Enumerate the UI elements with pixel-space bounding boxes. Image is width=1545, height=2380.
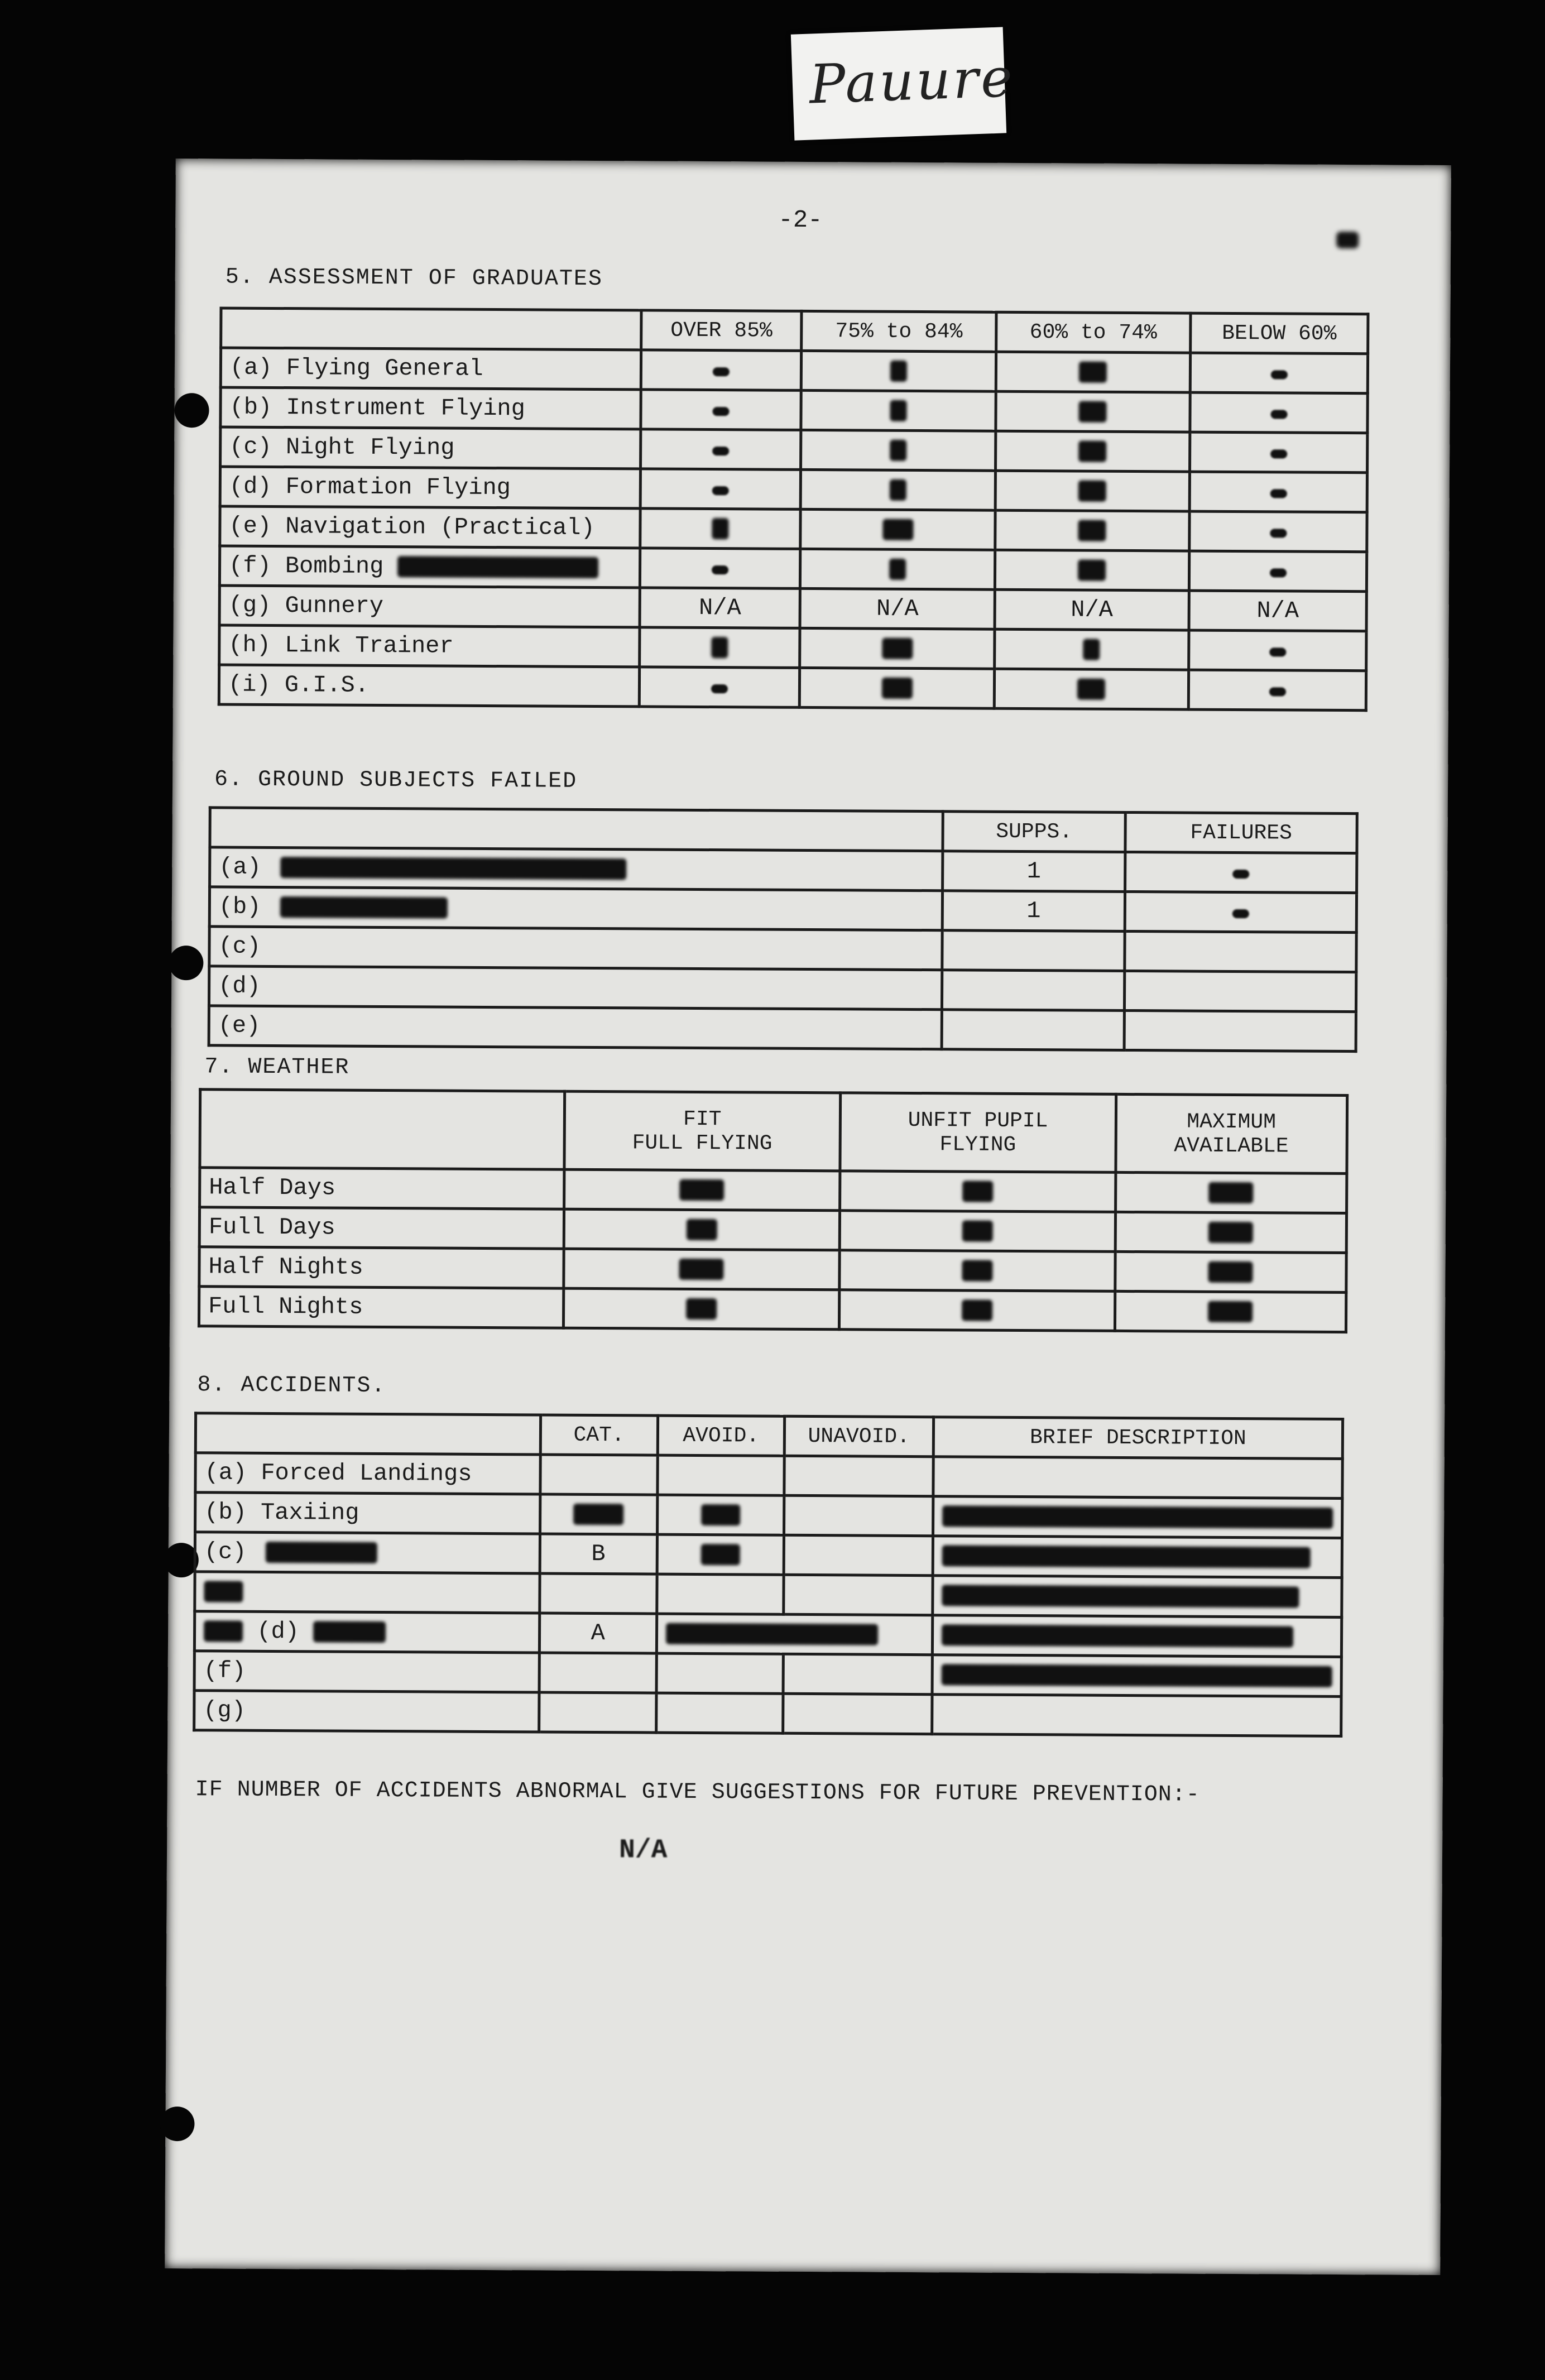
tag-card-text: Pauure	[808, 46, 1016, 116]
row-label: Half Nights	[199, 1247, 564, 1288]
table-cell: N/A	[995, 589, 1189, 630]
table-row	[209, 927, 1356, 972]
section-8-title: 8. ACCIDENTS.	[197, 1373, 386, 1399]
table-cell: N/A	[640, 588, 800, 628]
dash-mark	[1270, 489, 1287, 498]
table-row	[194, 1611, 1341, 1657]
dash-mark	[1232, 909, 1249, 918]
handwritten-tag-card	[791, 27, 1016, 140]
redacted-value	[962, 1220, 992, 1241]
table-row	[220, 467, 1367, 512]
redacted-value	[1079, 440, 1107, 462]
col-header: AVOID.	[658, 1415, 784, 1456]
weather-table	[198, 1088, 1349, 1333]
dash-mark	[712, 486, 729, 495]
row-label: (c) Night Flying	[220, 427, 641, 469]
dash-mark	[1270, 370, 1287, 379]
redacted-text	[942, 1585, 1299, 1608]
redacted-value	[679, 1259, 724, 1280]
redacted-value	[890, 400, 907, 421]
table-cell: 1	[942, 891, 1125, 932]
redacted-value	[889, 559, 906, 580]
punch-hole	[169, 946, 203, 980]
redacted-text	[204, 1581, 243, 1602]
table-row	[195, 1493, 1342, 1538]
table-cell: B	[540, 1534, 658, 1574]
redacted-text	[942, 1624, 1293, 1647]
redacted-value	[1208, 1182, 1253, 1203]
table-row	[210, 847, 1357, 893]
redacted-value	[882, 638, 913, 659]
accidents-table	[193, 1412, 1344, 1738]
redacted-value	[1077, 678, 1105, 699]
punch-hole	[160, 2107, 194, 2141]
dash-mark	[712, 565, 728, 574]
redacted-text	[942, 1664, 1332, 1687]
dash-mark	[711, 684, 728, 693]
table-header-row	[221, 308, 1368, 354]
table-row	[219, 665, 1366, 711]
dash-mark	[713, 407, 730, 416]
redacted-value	[962, 1299, 992, 1321]
row-label: (g) Gunnery	[219, 586, 640, 627]
row-label: (a)	[219, 853, 262, 881]
redacted-value	[882, 519, 913, 540]
table-cell: 1	[943, 851, 1125, 892]
table-row	[199, 1207, 1346, 1253]
dash-mark	[712, 447, 729, 455]
table-cell: N/A	[1189, 591, 1366, 631]
redacted-value	[701, 1504, 740, 1525]
redacted-text	[666, 1623, 878, 1645]
table-row	[220, 506, 1367, 552]
dash-mark	[1232, 870, 1249, 879]
redacted-value	[962, 1181, 993, 1202]
redacted-value	[962, 1260, 992, 1281]
redacted-value	[1208, 1261, 1253, 1283]
redacted-text	[280, 857, 626, 880]
table-header-row	[195, 1413, 1342, 1459]
redacted-value	[881, 678, 912, 699]
redacted-value	[687, 1219, 717, 1240]
redacted-value	[1083, 639, 1100, 660]
table-row	[194, 1651, 1341, 1697]
row-label: (h) Link Trainer	[219, 625, 640, 667]
table-row	[219, 546, 1366, 592]
table-row	[195, 1453, 1342, 1499]
punch-hole	[174, 393, 209, 428]
col-header: 75% to 84%	[802, 311, 996, 352]
dash-mark	[1269, 687, 1285, 696]
ground-subjects-table	[208, 806, 1359, 1053]
redacted-value	[686, 1298, 717, 1319]
row-label: Full Days	[199, 1207, 564, 1249]
redacted-value	[1079, 361, 1107, 382]
row-label: (d)	[257, 1618, 300, 1645]
row-label: (i) G.I.S.	[219, 665, 639, 707]
redacted-value	[1078, 480, 1106, 501]
row-label: Half Days	[200, 1168, 564, 1209]
row-label: Full Nights	[199, 1287, 563, 1328]
row-label: (f)	[194, 1651, 539, 1692]
redacted-value	[711, 637, 728, 658]
dash-mark	[713, 367, 730, 376]
redacted-value	[1208, 1301, 1253, 1322]
table-row	[200, 1168, 1347, 1213]
dash-mark	[1270, 449, 1287, 458]
redacted-value	[890, 440, 906, 461]
redacted-value	[573, 1504, 623, 1525]
redacted-value	[890, 361, 907, 382]
col-header: CAT.	[540, 1415, 658, 1455]
table-row	[209, 887, 1356, 933]
table-row	[219, 586, 1366, 631]
redacted-value	[1208, 1222, 1253, 1243]
col-header: OVER 85%	[641, 310, 802, 351]
redacted-value	[712, 518, 729, 539]
col-header: BELOW 60%	[1191, 313, 1368, 354]
table-row	[195, 1572, 1342, 1618]
row-label: (c)	[209, 927, 942, 970]
col-header: UNFIT PUPIL FLYING	[840, 1093, 1116, 1173]
row-label: (d)	[209, 966, 942, 1010]
table-row	[209, 1006, 1356, 1052]
col-header: FAILURES	[1125, 812, 1357, 853]
redacted-value	[1078, 559, 1106, 580]
row-label: (e)	[209, 1006, 942, 1049]
row-label: (a) Flying General	[220, 348, 641, 390]
redacted-text	[942, 1505, 1333, 1529]
row-label: (g)	[194, 1691, 539, 1732]
redacted-text	[266, 1542, 377, 1563]
redacted-value	[1079, 401, 1107, 422]
table-row	[220, 348, 1368, 394]
table-row	[220, 387, 1368, 433]
assessment-table	[218, 306, 1370, 712]
row-label: (e) Navigation (Practical)	[220, 506, 640, 548]
redacted-text	[397, 556, 598, 578]
col-header: 60% to 74%	[996, 312, 1191, 353]
table-row	[194, 1691, 1341, 1736]
table-row	[195, 1532, 1342, 1578]
redacted-text	[204, 1620, 243, 1642]
prevention-answer: N/A	[618, 1835, 668, 1866]
dash-mark	[1270, 568, 1287, 577]
row-label: (b)	[218, 893, 261, 920]
table-row	[199, 1247, 1346, 1293]
col-header: UNAVOID.	[784, 1416, 934, 1456]
section-6-title: 6. GROUND SUBJECTS FAILED	[214, 767, 578, 794]
row-label: (f) Bombing	[228, 552, 384, 580]
table-header-row	[200, 1090, 1347, 1174]
row-label: (d) Formation Flying	[220, 467, 640, 508]
row-label: (b) Taxiing	[195, 1493, 540, 1534]
accidents-prevention-prompt: IF NUMBER OF ACCIDENTS ABNORMAL GIVE SUGGESTIONS FOR FUTURE PREVENTION:-	[195, 1777, 1200, 1808]
row-label: (b) Instrument Flying	[220, 387, 641, 429]
ink-speck	[1336, 232, 1359, 248]
page-number: -2-	[778, 206, 823, 235]
redacted-text	[280, 896, 448, 919]
table-row	[219, 625, 1366, 671]
section-5-title: 5. ASSESSMENT OF GRADUATES	[225, 265, 603, 292]
col-header: FIT FULL FLYING	[564, 1091, 840, 1171]
redacted-value	[680, 1179, 724, 1201]
document-sheet	[165, 159, 1451, 2275]
section-7-title: 7. WEATHER	[204, 1054, 350, 1081]
redacted-value	[890, 479, 906, 501]
table-header-row	[210, 808, 1357, 853]
table-cell: A	[539, 1613, 657, 1653]
redacted-value	[1078, 520, 1106, 541]
col-header: MAXIMUM AVAILABLE	[1115, 1094, 1347, 1173]
table-row	[199, 1287, 1346, 1332]
table-row	[209, 966, 1356, 1012]
dash-mark	[1270, 529, 1287, 538]
col-header: BRIEF DESCRIPTION	[933, 1417, 1342, 1459]
row-label: (c)	[204, 1538, 247, 1566]
col-header: SUPPS.	[943, 812, 1125, 852]
redacted-text	[942, 1545, 1311, 1568]
table-cell: N/A	[800, 588, 995, 629]
row-label: (a) Forced Landings	[195, 1453, 540, 1494]
redacted-value	[700, 1544, 740, 1565]
dash-mark	[1270, 410, 1287, 419]
redacted-text	[313, 1621, 386, 1643]
dash-mark	[1269, 647, 1286, 656]
table-row	[220, 427, 1368, 473]
